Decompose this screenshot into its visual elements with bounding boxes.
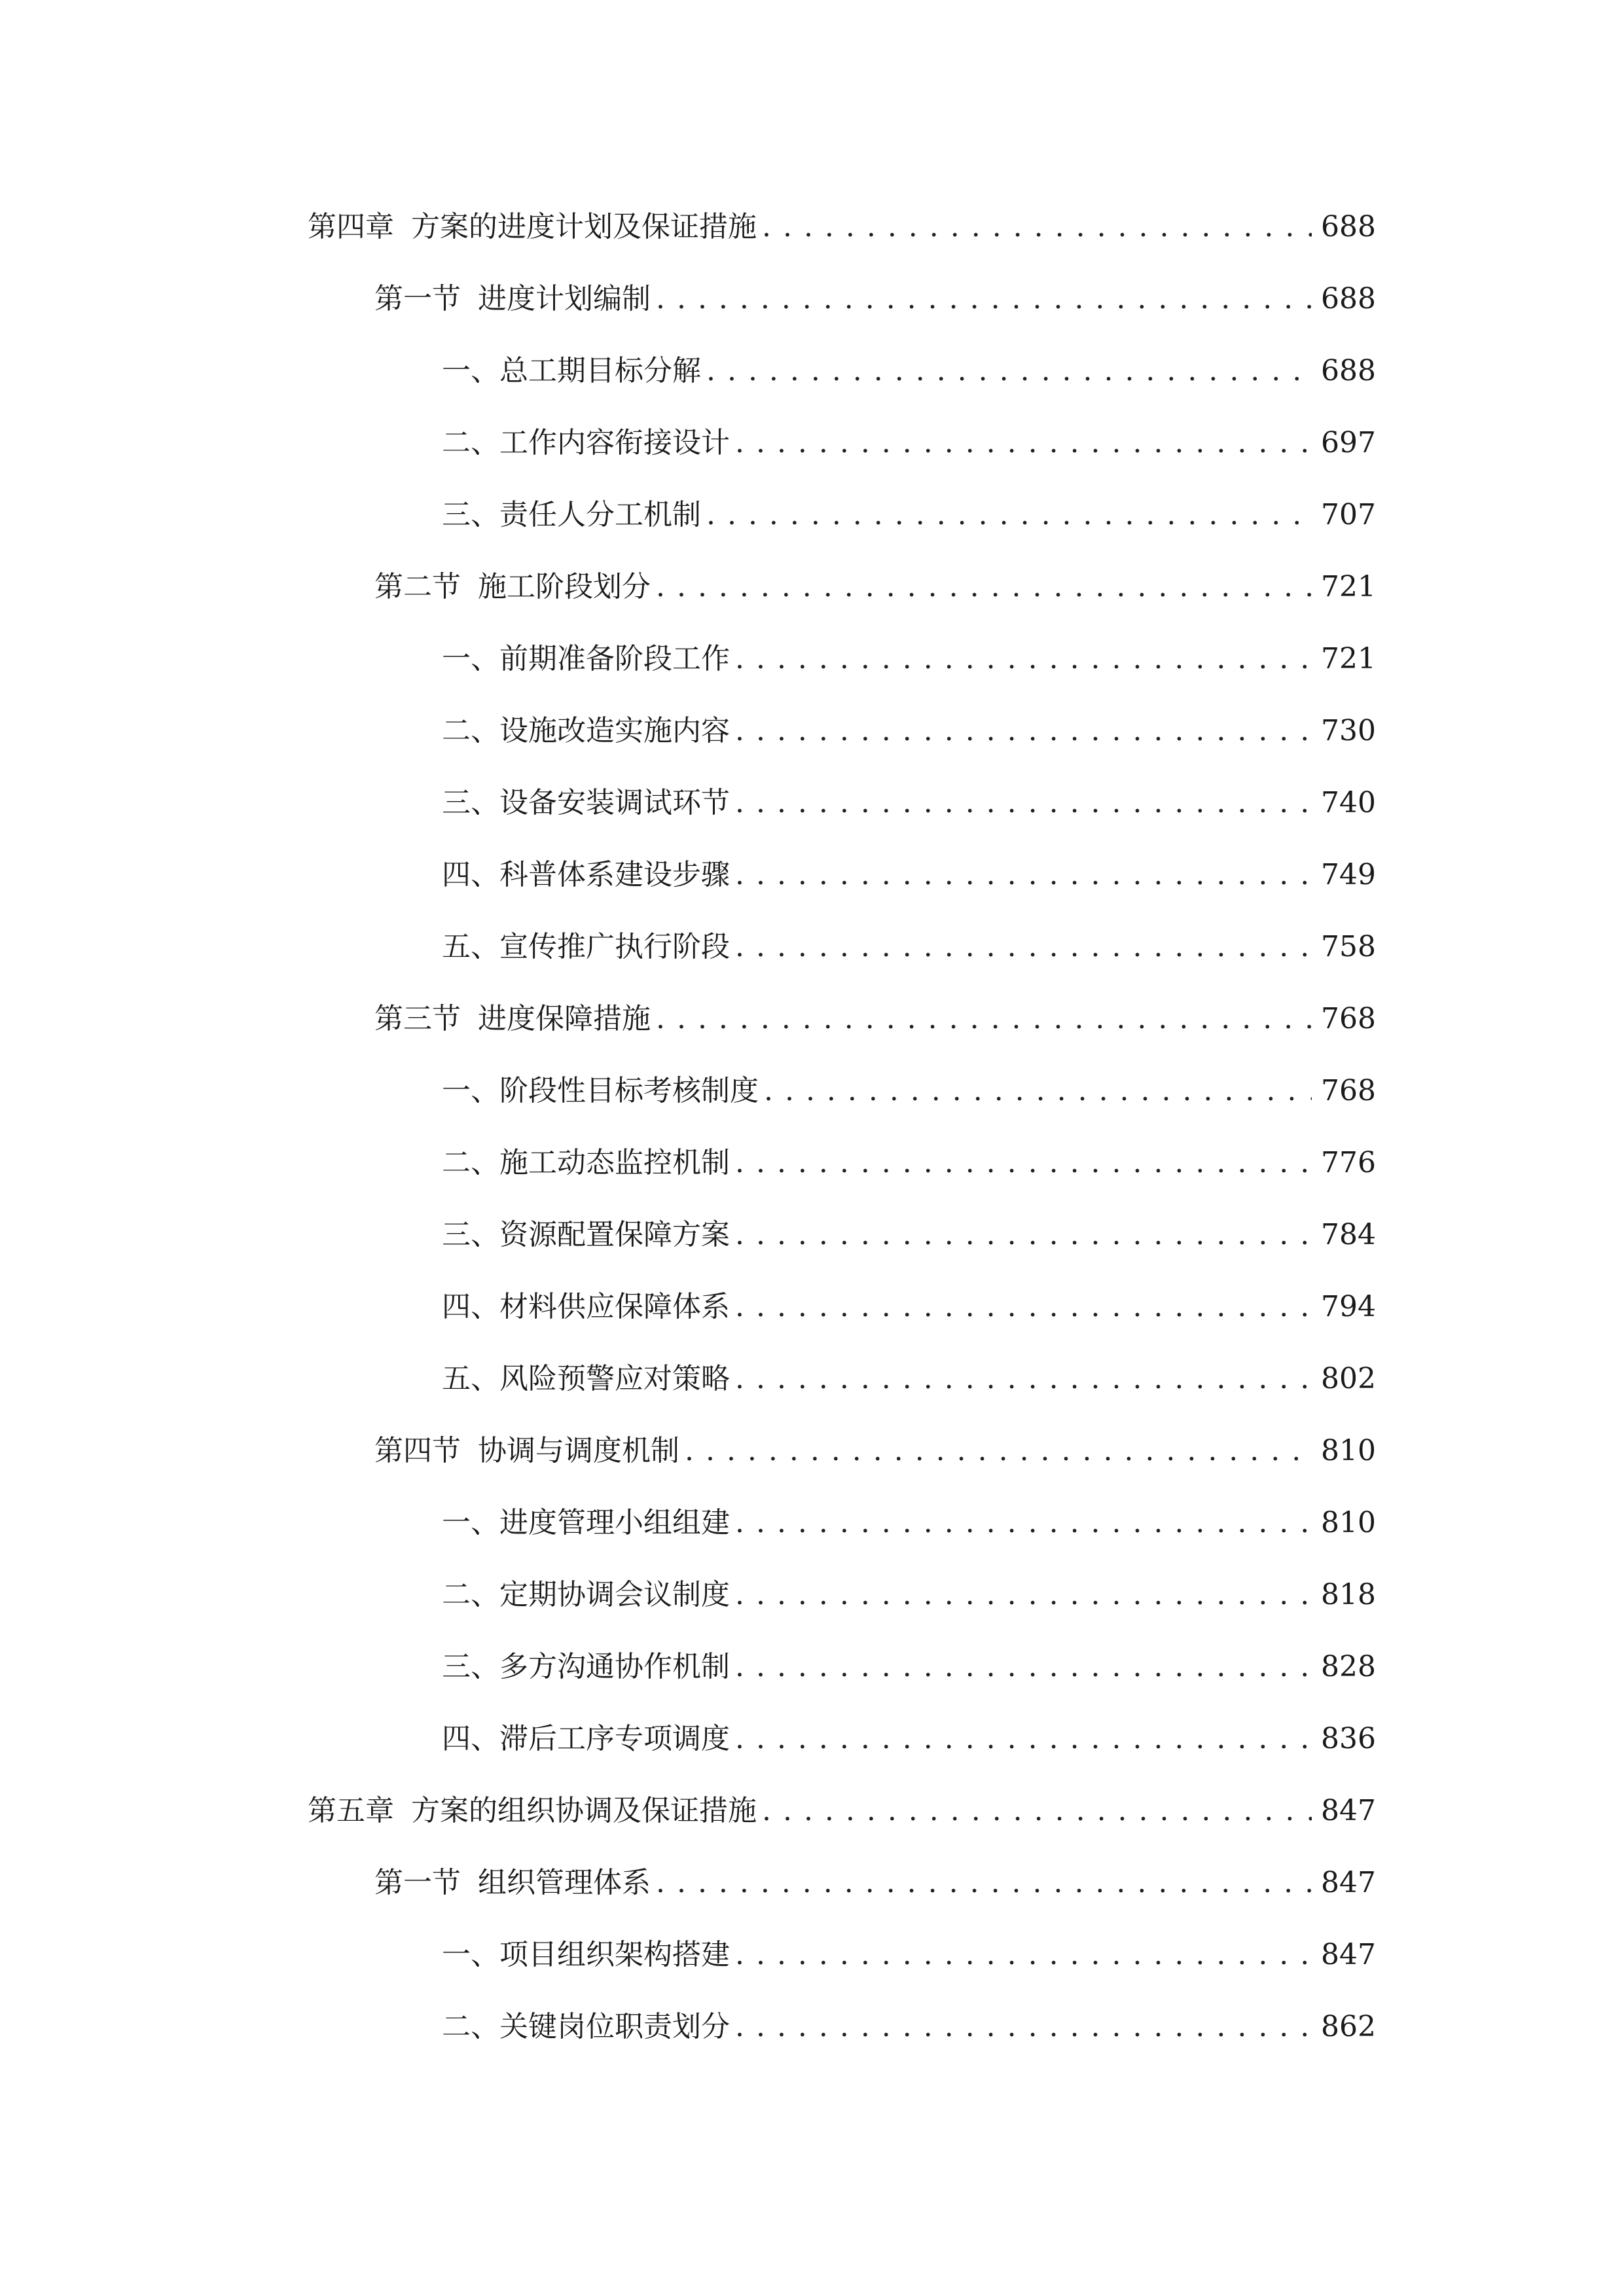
dot-leader — [706, 495, 1312, 535]
toc-entry-number: 二、 — [442, 714, 499, 747]
toc-entry-number: 一、 — [442, 642, 499, 675]
dot-leader — [735, 423, 1312, 463]
toc-entry-page: 847 — [1321, 1866, 1376, 1899]
dot-leader — [735, 1575, 1312, 1615]
dot-leader — [735, 927, 1312, 967]
toc-entry-title: 项目组织架构搭建 — [499, 1938, 730, 1971]
dot-leader — [735, 2007, 1312, 2047]
toc-entry-subsection[interactable] — [308, 1631, 1375, 1703]
toc-entry-section[interactable] — [308, 263, 1375, 335]
toc-entry-title: 施工动态监控机制 — [499, 1146, 730, 1179]
toc-entry-title: 科普体系建设步骤 — [499, 858, 730, 891]
toc-entry-number: 第一节 — [374, 282, 461, 315]
toc-entry-number: 第二节 — [374, 570, 461, 603]
dot-leader — [735, 639, 1312, 679]
toc-entry-page: 688 — [1321, 210, 1376, 243]
dot-leader — [735, 855, 1312, 895]
toc-entry-subsection[interactable] — [308, 479, 1375, 551]
toc-entry-title: 设施改造实施内容 — [499, 714, 730, 747]
dot-leader — [656, 279, 1312, 319]
toc-entry-page: 768 — [1321, 1074, 1376, 1107]
dot-leader — [656, 567, 1312, 607]
toc-entry-page: 784 — [1321, 1218, 1376, 1251]
toc-entry-page: 697 — [1321, 426, 1376, 459]
toc-entry-title: 风险预警应对策略 — [499, 1362, 730, 1395]
toc-entry-title: 工作内容衔接设计 — [499, 426, 730, 459]
toc-entry-page: 730 — [1321, 714, 1376, 747]
toc-entry-number: 一、 — [442, 1506, 499, 1539]
toc-entry-title: 关键岗位职责划分 — [499, 2010, 730, 2043]
toc-entry-subsection[interactable] — [308, 1127, 1375, 1199]
toc-entry-title: 设备安装调试环节 — [499, 786, 730, 819]
toc-entry-page: 688 — [1321, 354, 1376, 387]
toc-entry-page: 768 — [1321, 1002, 1376, 1035]
dot-leader — [735, 1503, 1312, 1543]
toc-entry-title: 组织管理体系 — [478, 1866, 651, 1899]
toc-entry-title: 进度管理小组组建 — [499, 1506, 730, 1539]
toc-entry-number: 二、 — [442, 1578, 499, 1611]
toc-entry-title: 协调与调度机制 — [478, 1434, 679, 1467]
dot-leader — [706, 351, 1312, 391]
toc-entry-subsection[interactable] — [308, 1055, 1375, 1127]
toc-entry-page: 707 — [1321, 498, 1376, 531]
toc-entry-section[interactable] — [308, 551, 1375, 623]
toc-entry-page: 740 — [1321, 786, 1376, 819]
toc-entry-subsection[interactable] — [308, 1703, 1375, 1775]
dot-leader — [735, 1935, 1312, 1975]
toc-entry-title: 滞后工序专项调度 — [499, 1722, 730, 1755]
toc-entry-subsection[interactable] — [308, 911, 1375, 983]
toc-entry-title: 材料供应保障体系 — [499, 1290, 730, 1323]
toc-entry-subsection[interactable] — [308, 623, 1375, 695]
toc-entry-page: 776 — [1321, 1146, 1376, 1179]
toc-entry-subsection[interactable] — [308, 1271, 1375, 1343]
toc-entry-title: 方案的进度计划及保证措施 — [411, 210, 757, 243]
toc-entry-page: 749 — [1321, 858, 1376, 891]
toc-entry-subsection[interactable] — [308, 1559, 1375, 1631]
toc-entry-number: 五、 — [442, 1362, 499, 1395]
toc-entry-number: 二、 — [442, 2010, 499, 2043]
toc-entry-number: 一、 — [442, 1938, 499, 1971]
toc-entry-title: 前期准备阶段工作 — [499, 642, 730, 675]
toc-entry-subsection[interactable] — [308, 695, 1375, 767]
dot-leader — [735, 1647, 1312, 1687]
toc-entry-number: 二、 — [442, 1146, 499, 1179]
toc-entry-page: 810 — [1321, 1434, 1376, 1467]
dot-leader — [764, 1071, 1312, 1111]
toc-entry-subsection[interactable] — [308, 1919, 1375, 1991]
dot-leader — [735, 1287, 1312, 1327]
dot-leader — [735, 1719, 1312, 1759]
toc-entry-number: 三、 — [442, 498, 499, 531]
toc-entry-page: 847 — [1321, 1938, 1376, 1971]
toc-entry-chapter-4[interactable] — [308, 191, 1375, 263]
toc-entry-page: 828 — [1321, 1650, 1376, 1683]
toc-entry-section[interactable] — [308, 1415, 1375, 1487]
toc-entry-page: 862 — [1321, 2010, 1376, 2043]
toc-entry-page: 818 — [1321, 1578, 1376, 1611]
toc-entry-number: 四、 — [442, 1722, 499, 1755]
toc-entry-chapter-5[interactable] — [308, 1775, 1375, 1847]
toc-entry-page: 721 — [1321, 570, 1376, 603]
toc-entry-page: 847 — [1321, 1794, 1376, 1827]
toc-entry-number: 一、 — [442, 354, 499, 387]
toc-entry-subsection[interactable] — [308, 1991, 1375, 2063]
toc-entry-number: 第五章 — [308, 1794, 394, 1827]
dot-leader — [735, 1215, 1312, 1255]
dot-leader — [656, 999, 1312, 1039]
toc-entry-title: 多方沟通协作机制 — [499, 1650, 730, 1683]
dot-leader — [656, 1863, 1312, 1903]
toc-entry-title: 资源配置保障方案 — [499, 1218, 730, 1251]
toc-entry-page: 802 — [1321, 1362, 1376, 1395]
toc-entry-number: 三、 — [442, 786, 499, 819]
toc-entry-subsection[interactable] — [308, 1487, 1375, 1559]
toc-entry-number: 第四节 — [374, 1434, 461, 1467]
toc-entry-title: 进度计划编制 — [478, 282, 651, 315]
toc-entry-title: 定期协调会议制度 — [499, 1578, 730, 1611]
toc-entry-title: 责任人分工机制 — [499, 498, 701, 531]
toc-entry-number: 第四章 — [308, 210, 394, 243]
toc-entry-subsection[interactable] — [308, 767, 1375, 839]
toc-entry-number: 一、 — [442, 1074, 499, 1107]
toc-entry-subsection[interactable] — [308, 335, 1375, 407]
toc-entry-subsection[interactable] — [308, 839, 1375, 911]
toc-entry-page: 836 — [1321, 1722, 1376, 1755]
toc-entry-subsection[interactable] — [308, 407, 1375, 479]
toc-entry-number: 四、 — [442, 1290, 499, 1323]
toc-entry-number: 三、 — [442, 1650, 499, 1683]
toc-entry-title: 施工阶段划分 — [478, 570, 651, 603]
toc-entry-number: 四、 — [442, 858, 499, 891]
toc-entry-page: 758 — [1321, 930, 1376, 963]
toc-entry-page: 810 — [1321, 1506, 1376, 1539]
toc-entry-page: 688 — [1321, 282, 1376, 315]
toc-entry-number: 二、 — [442, 426, 499, 459]
toc-entry-page: 721 — [1321, 642, 1376, 675]
dot-leader — [735, 1359, 1312, 1399]
toc-entry-title: 方案的组织协调及保证措施 — [411, 1794, 757, 1827]
toc-entry-title: 总工期目标分解 — [499, 354, 701, 387]
dot-leader — [685, 1431, 1312, 1471]
toc-entry-title: 进度保障措施 — [478, 1002, 651, 1035]
toc-entry-subsection[interactable] — [308, 1199, 1375, 1271]
toc-entry-subsection[interactable] — [308, 1343, 1375, 1415]
toc-entry-section[interactable] — [308, 1847, 1375, 1919]
dot-leader — [762, 1791, 1312, 1831]
dot-leader — [735, 1143, 1312, 1183]
toc-entry-number: 三、 — [442, 1218, 499, 1251]
toc-entry-number: 第三节 — [374, 1002, 461, 1035]
toc-entry-number: 五、 — [442, 930, 499, 963]
toc-entry-page: 794 — [1321, 1290, 1376, 1323]
toc-entry-title: 宣传推广执行阶段 — [499, 930, 730, 963]
toc-entry-section[interactable] — [308, 983, 1375, 1055]
dot-leader — [735, 711, 1312, 751]
dot-leader — [735, 783, 1312, 823]
toc-entry-number: 第一节 — [374, 1866, 461, 1899]
table-of-contents — [308, 191, 1375, 2063]
toc-entry-title: 阶段性目标考核制度 — [499, 1074, 759, 1107]
dot-leader — [762, 207, 1312, 247]
